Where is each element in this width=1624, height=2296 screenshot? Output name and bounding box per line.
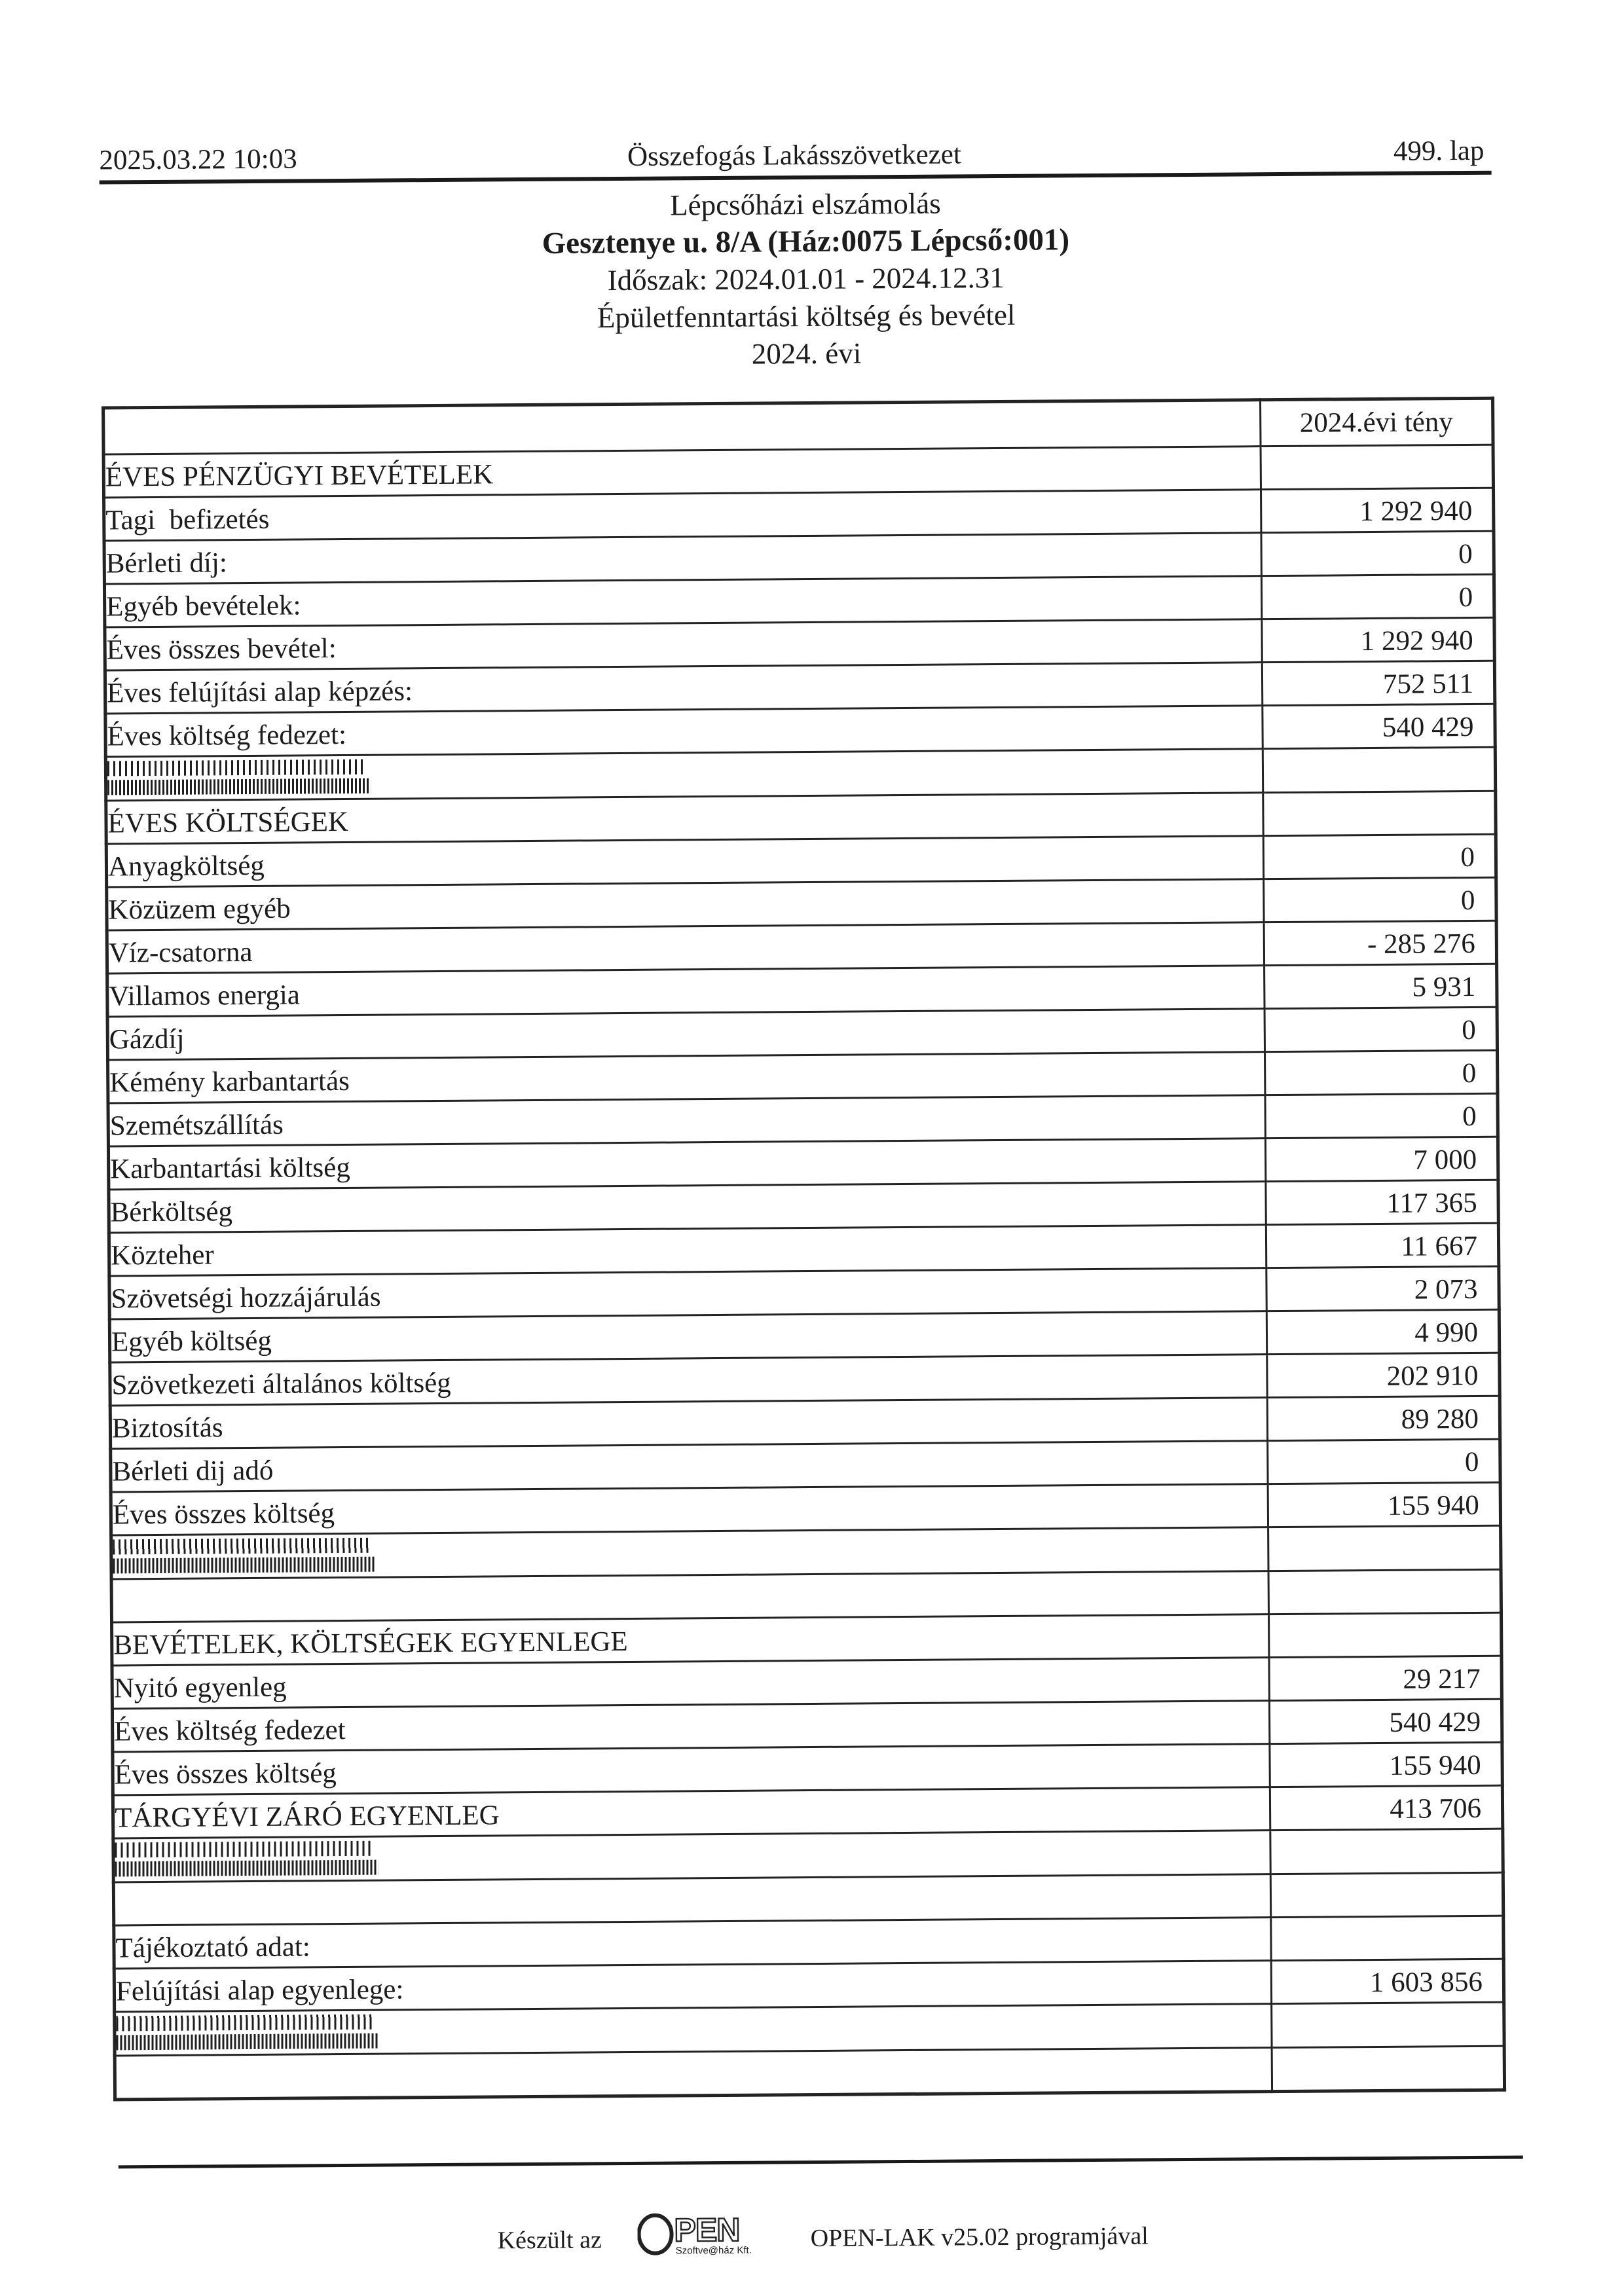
row-value: [1263, 747, 1495, 792]
row-label-text: BEVÉTELEK, KÖLTSÉGEK EGYENLEGE: [113, 1626, 628, 1661]
printed-at-timestamp: 2025.03.22 10:03: [99, 143, 297, 176]
filler-bars-bottom: [116, 2033, 379, 2050]
row-value: 1 603 856: [1271, 1959, 1504, 2003]
row-value: [1271, 1916, 1504, 1960]
value-column-header: 2024.évi tény: [1261, 398, 1493, 446]
report-type-title: Lépcsőházi elszámolás: [669, 187, 941, 222]
row-label: [110, 1355, 1267, 1406]
filler-bars-bottom: [107, 778, 371, 795]
row-label: [111, 1484, 1268, 1535]
row-value: [1263, 791, 1496, 835]
row-value: 202 910: [1267, 1353, 1500, 1397]
row-label-text: Közteher: [110, 1239, 214, 1271]
row-label: [114, 1918, 1271, 1969]
dot-matrix-filler: [105, 749, 1263, 801]
row-value: 1 292 940: [1262, 617, 1494, 662]
empty-header-cell: [103, 400, 1261, 454]
table-body: [103, 445, 1504, 2100]
document-footer: [7, 2204, 1624, 2296]
row-label-text: Éves költség fedezet:: [107, 719, 347, 752]
row-value: 0: [1261, 531, 1494, 575]
row-label: [108, 1095, 1265, 1146]
row-value: 155 940: [1268, 1482, 1500, 1527]
row-label: [109, 1268, 1266, 1319]
row-value: [1270, 1872, 1503, 1917]
row-label-text: Szemétszállítás: [109, 1109, 284, 1142]
row-label-text: Éves összes bevétel:: [106, 633, 337, 666]
open-logo-subtext: Szoftve@ház Kft.: [675, 2244, 752, 2257]
table-row: [115, 2046, 1504, 2100]
row-value: 0: [1265, 1093, 1498, 1138]
filler-bars-bottom: [113, 1557, 376, 1574]
row-label: [108, 1052, 1265, 1103]
dot-matrix-filler: [111, 1527, 1268, 1579]
row-value: [1261, 445, 1493, 489]
row-label: [112, 1701, 1269, 1752]
row-label: [111, 1441, 1268, 1492]
row-label: [107, 922, 1264, 974]
row-label: [104, 533, 1261, 584]
filler-bars-top: [107, 759, 365, 776]
row-value: 89 280: [1267, 1396, 1500, 1440]
row-value: 0: [1264, 1007, 1497, 1051]
row-value: 413 706: [1270, 1785, 1502, 1830]
row-label: [113, 1744, 1270, 1795]
row-value: 0: [1264, 877, 1496, 922]
filler-bars-top: [115, 1841, 372, 1858]
row-label-text: Karbantartási költség: [110, 1152, 350, 1185]
program-name-text: OPEN-LAK v25.02 programjával: [810, 2222, 1149, 2253]
row-label: [107, 1009, 1264, 1060]
filler-bars-bottom: [115, 1860, 378, 1877]
row-label-text: TÁRGYÉVI ZÁRÓ EGYENLEG: [114, 1800, 500, 1834]
organization-name: Összefogás Lakásszövetkezet: [627, 139, 961, 172]
filler-bars-top: [113, 1538, 370, 1555]
row-label: [113, 1874, 1270, 1925]
row-label-text: Anyagköltség: [107, 850, 265, 883]
financial-table: [101, 397, 1506, 2102]
row-label: [114, 1961, 1271, 2012]
row-label-text: Biztosítás: [111, 1412, 223, 1444]
row-label: [109, 1311, 1266, 1362]
row-value: 0: [1261, 574, 1494, 619]
row-label-text: Bérleti dij adó: [112, 1455, 274, 1487]
row-label-text: Közüzem egyéb: [108, 893, 291, 926]
row-label: [110, 1398, 1267, 1449]
footer-rule: [119, 2155, 1523, 2168]
row-label: [104, 490, 1261, 541]
row-label-text: Éves összes költség: [114, 1758, 337, 1791]
row-value: 0: [1263, 834, 1496, 879]
row-label: [107, 966, 1264, 1017]
row-label-text: Nyitó egyenleg: [113, 1671, 287, 1704]
building-title: Gesztenye u. 8/A (Ház:0075 Lépcső:001): [542, 223, 1070, 261]
row-label-text: Villamos energia: [109, 979, 301, 1012]
row-label-text: Éves összes költség: [112, 1498, 335, 1531]
row-value: 11 667: [1266, 1223, 1498, 1267]
row-value: 2 073: [1266, 1266, 1499, 1311]
row-value: 1 292 940: [1261, 488, 1493, 532]
row-label-text: Éves felújítási alap képzés:: [106, 676, 413, 709]
row-label: [112, 1658, 1269, 1709]
year-line: 2024. évi: [751, 337, 862, 371]
row-label: [105, 619, 1262, 670]
row-label: [109, 1182, 1266, 1233]
row-label-text: ÉVES PÉNZÜGYI BEVÉTELEK: [105, 459, 494, 493]
row-value: [1272, 2002, 1504, 2047]
row-label-text: Gázdíj: [109, 1023, 185, 1055]
row-value: 0: [1268, 1439, 1500, 1484]
row-label-text: Bérleti díj:: [105, 547, 228, 579]
row-value: 117 365: [1266, 1180, 1498, 1224]
dot-matrix-filler: [115, 2004, 1272, 2056]
open-logo-letters: PEN: [674, 2211, 740, 2249]
row-value: 540 429: [1263, 704, 1495, 748]
row-value: [1268, 1613, 1501, 1657]
row-label: [115, 2048, 1272, 2100]
row-label: [105, 663, 1262, 714]
row-value: 155 940: [1270, 1742, 1502, 1787]
row-label-text: Tagi befizetés: [105, 503, 270, 536]
row-value: [1270, 1829, 1503, 1874]
row-label-text: Éves költség fedezet: [114, 1714, 346, 1747]
row-value: - 285 276: [1264, 920, 1496, 965]
row-label: [108, 1139, 1265, 1190]
dot-matrix-filler: [113, 1831, 1270, 1882]
row-value: 5 931: [1264, 964, 1497, 1008]
row-label: [113, 1787, 1270, 1838]
row-value: 540 429: [1269, 1699, 1502, 1743]
row-label: [107, 879, 1264, 930]
period-line: Időszak: 2024.01.01 - 2024.12.31: [607, 261, 1005, 297]
row-value: [1268, 1525, 1501, 1571]
row-label-text: Felújítási alap egyenlege:: [115, 1974, 404, 2007]
open-logo-o-circle: [638, 2215, 671, 2253]
made-with-prefix: Készült az: [497, 2226, 602, 2255]
page-number: 499. lap: [1393, 135, 1485, 167]
row-label: [106, 836, 1263, 887]
row-label-text: Kémény karbantartás: [109, 1065, 350, 1099]
row-label-text: Egyéb költség: [111, 1325, 272, 1358]
filler-bars-top: [116, 2014, 373, 2032]
section-label: [112, 1614, 1269, 1666]
title-block: [0, 180, 1619, 378]
row-value: 0: [1264, 1050, 1497, 1095]
subject-line: Épületfenntartási költség és bevétel: [597, 298, 1016, 335]
row-value: 752 511: [1262, 661, 1494, 705]
row-value: 4 990: [1266, 1309, 1499, 1354]
open-lak-logo: [637, 2212, 768, 2258]
row-value: 7 000: [1265, 1137, 1498, 1181]
row-label-text: Víz-csatorna: [108, 936, 253, 969]
section-label: [106, 793, 1263, 844]
section-label: [103, 446, 1261, 498]
row-label-text: Tájékoztató adat:: [115, 1931, 310, 1964]
row-value: [1268, 1569, 1501, 1614]
row-label-text: ÉVES KÖLTSÉGEK: [107, 806, 349, 839]
row-value: [1272, 2046, 1504, 2091]
row-label: [104, 576, 1261, 627]
row-label-text: Bérköltség: [110, 1196, 233, 1228]
row-label-text: Egyéb bevételek:: [106, 590, 301, 623]
row-label-text: Szövetségi hozzájárulás: [111, 1281, 381, 1315]
row-value: 29 217: [1269, 1656, 1502, 1700]
row-label: [111, 1571, 1268, 1622]
row-label: [105, 706, 1263, 757]
row-label-text: Szövetkezeti általános költség: [111, 1367, 451, 1401]
row-label: [109, 1225, 1266, 1276]
